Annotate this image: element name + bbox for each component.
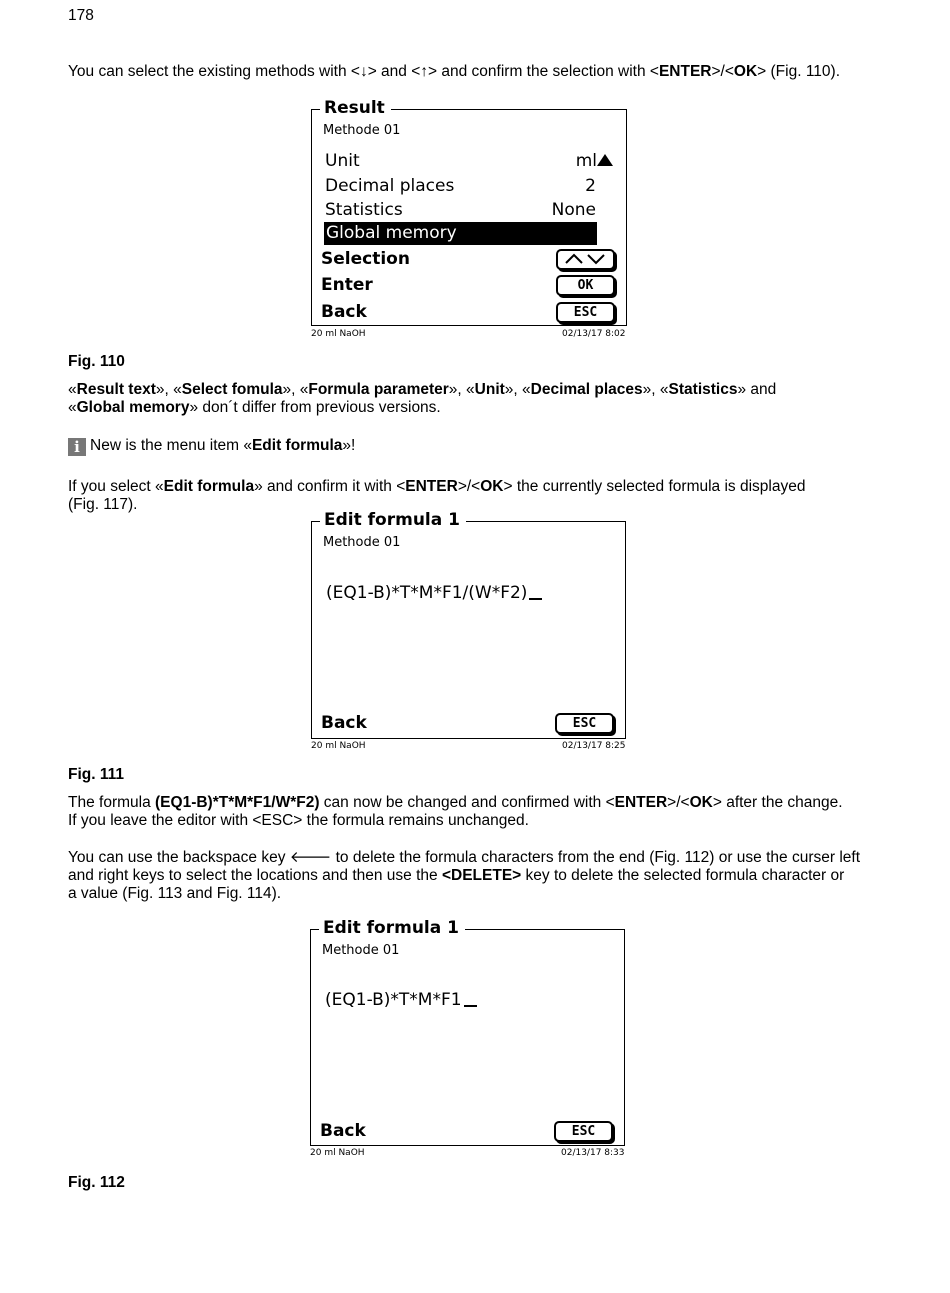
formula-change-paragraph: The formula (EQ1-B)*T*M*F1/W*F2) can now be changed and confirmed with <ENTER>/<OK> after the change. bbox=[68, 794, 843, 811]
screen-title: Edit formula 1 bbox=[320, 510, 466, 530]
statistics-label: Statistics bbox=[325, 200, 403, 220]
screen-title: Result bbox=[320, 98, 391, 118]
info-icon: i bbox=[68, 438, 86, 456]
statistics-value: None bbox=[551, 200, 596, 220]
edit-formula-screen-shortened bbox=[310, 918, 625, 1146]
method-name: Methode 01 bbox=[323, 123, 401, 138]
selection-label: Selection bbox=[321, 249, 410, 269]
method-name: Methode 01 bbox=[322, 943, 400, 958]
esc-key[interactable]: ESC bbox=[555, 713, 614, 734]
fig112-caption: Fig. 112 bbox=[68, 1174, 125, 1191]
global-memory-item[interactable]: Global memory bbox=[324, 222, 597, 245]
fig111-footer-right: 02/13/17 8:25 bbox=[562, 741, 626, 751]
selection-key[interactable] bbox=[556, 249, 615, 270]
method-name: Methode 01 bbox=[323, 535, 401, 550]
edit-formula-paragraph: If you select «Edit formula» and confirm it with <ENTER>/<OK> the currently selected formula is displayed bbox=[68, 478, 806, 495]
backspace-paragraph-line3: a value (Fig. 113 and Fig. 114). bbox=[68, 885, 282, 902]
esc-key[interactable]: ESC bbox=[554, 1121, 613, 1142]
unit-value: ml bbox=[575, 151, 597, 171]
formula-change-paragraph-line2: If you leave the editor with <ESC> the formula remains unchanged. bbox=[68, 812, 529, 829]
page-number: 178 bbox=[68, 7, 94, 24]
info-note: i New is the menu item «Edit formula»! bbox=[68, 437, 355, 456]
fig111-footer-left: 20 ml NaOH bbox=[311, 741, 366, 751]
formula-field[interactable]: (EQ1-B)*T*M*F1/(W*F2) bbox=[326, 583, 542, 603]
esc-key[interactable]: ESC bbox=[556, 302, 615, 323]
back-label: Back bbox=[321, 302, 367, 322]
scroll-up-arrow-icon bbox=[596, 153, 614, 167]
backspace-paragraph-line2: and right keys to select the locations and then use the <DELETE> key to delete the selected formula character or bbox=[68, 867, 845, 884]
text-cursor bbox=[529, 598, 542, 600]
unit-label: Unit bbox=[325, 151, 360, 171]
unchanged-items-paragraph-line2: «Global memory» don´t differ from previous versions. bbox=[68, 399, 441, 416]
text-cursor bbox=[464, 1005, 477, 1007]
fig110-footer-right: 02/13/17 8:02 bbox=[562, 329, 626, 339]
edit-formula-screen bbox=[311, 510, 626, 739]
fig112-footer-right: 02/13/17 8:33 bbox=[561, 1148, 625, 1158]
result-screen bbox=[311, 98, 627, 326]
up-down-chevrons-icon bbox=[560, 251, 612, 266]
screen-title: Edit formula 1 bbox=[319, 918, 465, 938]
fig112-footer-left: 20 ml NaOH bbox=[310, 1148, 365, 1158]
unchanged-items-paragraph: «Result text», «Select fomula», «Formula parameter», «Unit», «Decimal places», «Statistics» and bbox=[68, 381, 777, 398]
back-label: Back bbox=[321, 713, 367, 733]
enter-label: Enter bbox=[321, 275, 373, 295]
fig110-caption: Fig. 110 bbox=[68, 353, 125, 370]
backspace-paragraph-line1: You can use the backspace key 🡐 to delete the formula characters from the end (Fig. 112) or use the curser left bbox=[68, 849, 860, 866]
back-label: Back bbox=[320, 1121, 366, 1141]
fig111-caption: Fig. 111 bbox=[68, 766, 125, 783]
edit-formula-paragraph-line2: (Fig. 117). bbox=[68, 496, 138, 513]
decimal-places-value: 2 bbox=[585, 176, 596, 196]
formula-field[interactable]: (EQ1-B)*T*M*F1 bbox=[325, 990, 477, 1010]
fig110-footer-left: 20 ml NaOH bbox=[311, 329, 366, 339]
intro-paragraph: You can select the existing methods with <↓> and <↑> and confirm the selection with <ENTER>/<OK> (Fig. 110). bbox=[68, 63, 840, 80]
ok-key[interactable]: OK bbox=[556, 275, 615, 296]
decimal-places-label: Decimal places bbox=[325, 176, 455, 196]
